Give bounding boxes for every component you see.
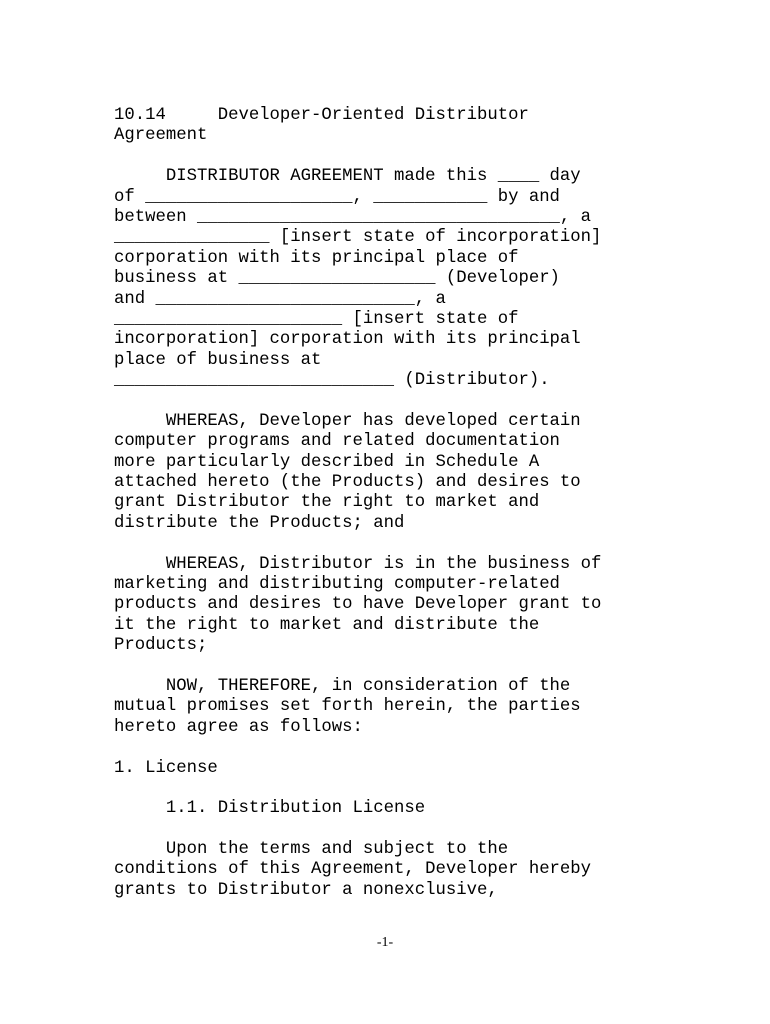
now-therefore-line: mutual promises set forth herein, the parties xyxy=(114,697,581,717)
paragraph-gap xyxy=(114,534,659,554)
section-1-1-title: 1.1. Distribution License xyxy=(114,799,426,819)
whereas-line: it the right to market and distribute the xyxy=(114,615,540,635)
preamble-line: corporation with its principal place of xyxy=(114,248,519,268)
preamble-paragraph xyxy=(114,167,659,391)
whereas-line: products and desires to have Developer grant to xyxy=(114,595,602,615)
license-line: grants to Distributor a nonexclusive, xyxy=(114,880,498,900)
now-therefore-paragraph xyxy=(114,677,659,738)
whereas-line: computer programs and related documentation xyxy=(114,432,560,452)
whereas-line: more particularly described in Schedule A xyxy=(114,452,540,472)
section-1-1-body xyxy=(114,840,659,901)
preamble-line: ______________________ [insert state of xyxy=(114,309,519,329)
paragraph-gap xyxy=(114,820,659,840)
preamble-line: of ____________________, ___________ by and xyxy=(114,187,560,207)
whereas-line: Products; xyxy=(114,636,208,656)
preamble-line: DISTRIBUTOR AGREEMENT made this ____ day xyxy=(114,167,581,187)
preamble-line: ___________________________ (Distributor). xyxy=(114,371,550,391)
page-number: -1- xyxy=(376,935,394,950)
whereas-distributor-paragraph xyxy=(114,555,659,657)
whereas-line: marketing and distributing computer-related xyxy=(114,574,560,594)
whereas-line: distribute the Products; and xyxy=(114,513,405,533)
paragraph-gap xyxy=(114,738,659,758)
preamble-line: incorporation] corporation with its principal xyxy=(114,330,581,350)
whereas-developer-paragraph xyxy=(114,412,659,534)
paragraph-gap xyxy=(114,779,659,799)
license-line: Upon the terms and subject to the xyxy=(114,840,509,860)
document-body xyxy=(114,106,659,901)
paragraph-gap xyxy=(114,391,659,411)
whereas-line: WHEREAS, Distributor is in the business of xyxy=(114,554,602,574)
preamble-line: _______________ [insert state of incorporation] xyxy=(114,228,602,248)
preamble-line: between ___________________________________, a xyxy=(114,207,592,227)
license-line: conditions of this Agreement, Developer hereby xyxy=(114,860,592,880)
section-1-title: 1. License xyxy=(114,758,218,778)
preamble-line: place of business at xyxy=(114,350,322,370)
whereas-line: WHEREAS, Developer has developed certain xyxy=(114,411,581,431)
now-therefore-line: hereto agree as follows: xyxy=(114,717,363,737)
section-heading-line-2: Agreement xyxy=(114,126,208,146)
whereas-line: attached hereto (the Products) and desires to xyxy=(114,473,581,493)
now-therefore-line: NOW, THEREFORE, in consideration of the xyxy=(114,676,571,696)
preamble-line: business at ___________________ (Developer) xyxy=(114,269,560,289)
section-heading-line-1: 10.14 Developer-Oriented Distributor xyxy=(114,106,529,125)
paragraph-gap xyxy=(114,657,659,677)
paragraph-gap xyxy=(114,147,659,167)
preamble-line: and _________________________, a xyxy=(114,289,446,309)
whereas-line: grant Distributor the right to market and xyxy=(114,493,540,513)
